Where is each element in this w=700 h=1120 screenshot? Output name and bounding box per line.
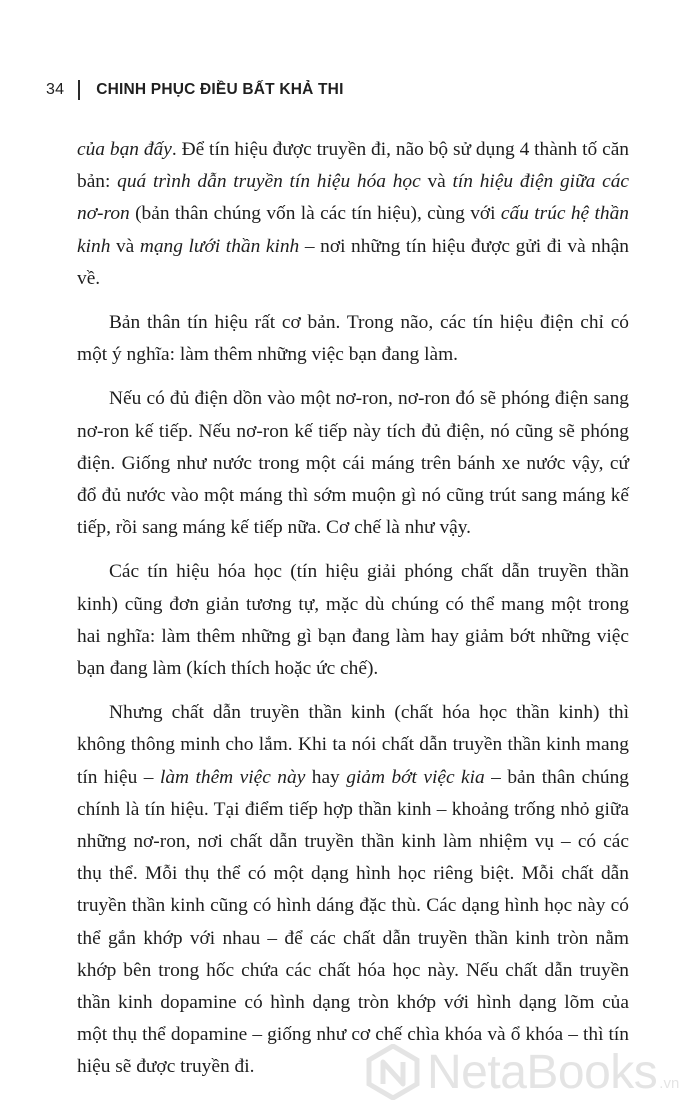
text-run: Bản thân tín hiệu rất cơ bản. Trong não, các tín hiệu điện chỉ có một ý nghĩa: làm thêm những việc bạn đang làm.	[77, 312, 629, 366]
body-paragraph	[77, 556, 629, 685]
italic-phrase: quá trình dẫn truyền tín hiệu hóa học	[117, 171, 421, 193]
text-run: . Để tín hiệu được truyền đi, não bộ sử dụng 4 thành tố căn bản:	[77, 139, 629, 193]
header-divider	[78, 80, 80, 100]
italic-phrase: giảm bớt việc kia	[346, 766, 485, 788]
italic-phrase: cấu trúc hệ thần kinh	[77, 203, 629, 257]
page-number: 34	[46, 81, 65, 98]
watermark-suffix: .vn	[659, 1074, 680, 1092]
text-run: và	[110, 235, 140, 257]
watermark-text: NetaBooks	[427, 1045, 658, 1099]
text-run: – nơi những tín hiệu được gửi đi và nhận về.	[77, 235, 629, 289]
italic-phrase: tín hiệu điện giữa các nơ-ron	[77, 171, 629, 225]
text-run: Nếu có đủ điện dồn vào một nơ-ron, nơ-ron đó sẽ phóng điện sang nơ-ron kế tiếp. Nếu nơ-ron kế tiếp này tích đủ điện, nó cũng sẽ phóng điện. Giống như nước trong một cái máng trên bánh xe nước vậy, cứ đổ đủ nước vào một máng thì sớm muộn gì nó cũng trút sang máng kế tiếp, rồi sang máng kế tiếp nữa. Cơ chế là như vậy.	[77, 388, 629, 539]
body-paragraph	[77, 383, 629, 544]
italic-phrase: mạng lưới thần kinh	[139, 235, 300, 257]
page-body	[77, 134, 629, 1096]
text-run: (bản thân chúng vốn là các tín hiệu), cùng với	[129, 203, 501, 225]
body-paragraph	[77, 697, 629, 1083]
text-run: và	[420, 171, 453, 193]
running-header	[46, 80, 344, 100]
netabooks-watermark	[365, 1044, 679, 1100]
text-run: hay	[305, 766, 347, 788]
text-run: Nhưng chất dẫn truyền thần kinh (chất hóa học thần kinh) thì không thông minh cho lắm. Khi ta nói chất dẫn truyền thần kinh mang tín hiệu –	[77, 702, 629, 788]
italic-phrase: của bạn đấy	[77, 139, 172, 160]
italic-phrase: làm thêm việc này	[159, 766, 306, 788]
text-run: Các tín hiệu hóa học (tín hiệu giải phóng chất dẫn truyền thần kinh) cũng đơn giản tương tự, mặc dù chúng có thể mang một trong hai nghĩa: làm thêm những gì bạn đang làm hay giảm bớt những việc bạn đang làm (kích thích hoặc ức chế).	[77, 561, 629, 680]
netabooks-n-logo-icon	[365, 1044, 421, 1100]
book-title: CHINH PHỤC ĐIỀU BẤT KHẢ THI	[96, 81, 344, 98]
text-run: – bản thân chúng chính là tín hiệu. Tại điểm tiếp hợp thần kinh – khoảng trống nhỏ giữa những nơ-ron, nơi chất dẫn truyền thần kinh làm nhiệm vụ – có các thụ thể. Mỗi thụ thể có một dạng hình học riêng biệt. Mỗi chất dẫn truyền thần kinh cũng có hình dáng đặc thù. Các dạng hình học này có thể gắn khớp với nhau – để các chất dẫn truyền thần kinh tròn nằm khớp bên trong hốc chứa các chất hóa học này. Nếu chất dẫn truyền thần kinh dopamine có hình dạng tròn khớp với hình dạng lõm của một thụ thể dopamine – giống như cơ chế chìa khóa và ổ khóa – thì tín hiệu sẽ được truyền đi.	[77, 766, 630, 1078]
body-paragraph	[77, 307, 629, 371]
body-paragraph	[77, 134, 629, 295]
